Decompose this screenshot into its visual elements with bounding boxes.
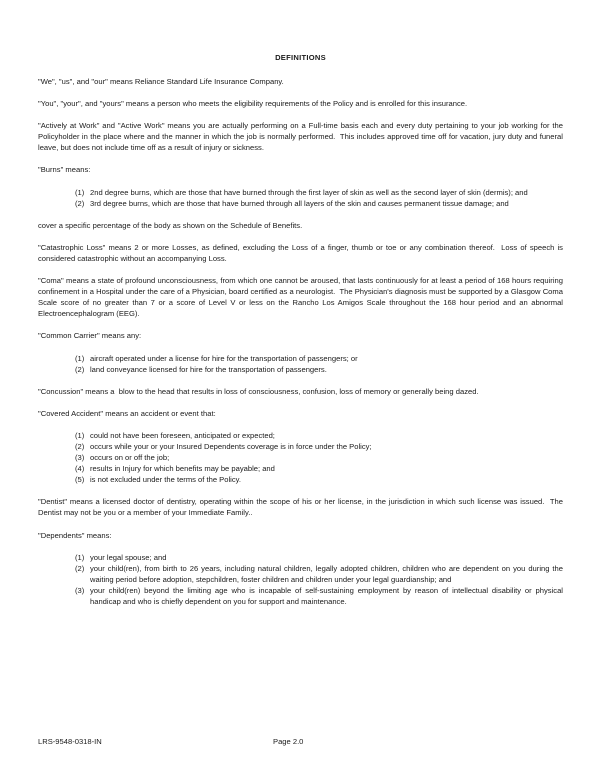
list-item-text: aircraft operated under a license for hire for the transportation of passengers; or [90,353,358,363]
page-title: DEFINITIONS [275,53,326,62]
list-item-text: 2nd degree burns, which are those that have burned through the first layer of skin as well as the second layer of skin (dermis); and [90,187,528,197]
document-body [38,52,566,618]
burns-list [38,187,563,209]
definition-covered-accident-lead: "Covered Accident" means an accident or event that: [38,408,216,418]
definition-catastrophic-loss: "Catastrophic Loss" means 2 or more Losses, as defined, excluding the Loss of a finger, thumb or toe or any combination thereof. Loss of speech is considered catastrophic without an accompanying Loss. [38,242,566,263]
list-item [38,585,563,607]
definition-dentist: "Dentist" means a licensed doctor of dentistry, operating within the scope of his or her license, in the jurisdiction in which such license was issued. The Dentist may not be you or a member of your Immediate Family.. [38,497,566,518]
list-item [38,353,563,364]
definition-actively-at-work: "Actively at Work" and "Active Work" means you are actually performing on a Full-time basis each and every duty pertaining to your job working for the Policyholder in the place where and the manner in which the job is normally performed. This includes approved time off for vacation, jury duty and funeral leave, but does not include time off as a result of injury or sickness. [38,121,566,153]
list-item-marker: (1) [75,552,85,562]
list-item-text: results in Injury for which benefits may be payable; and [90,464,275,474]
list-item-text: occurs on or off the job; [90,453,170,463]
list-item [38,364,563,375]
list-item-marker: (4) [75,464,85,474]
list-item-marker: (3) [75,453,85,463]
list-item [38,463,563,474]
list-item-text: land conveyance licensed for hire for the transportation of passengers. [90,364,327,374]
list-item-text: your child(ren) beyond the limiting age who is incapable of self-sustaining employment by reason of intellectual disability or physical handicap and who is chiefly dependent on you for support and maintenance. [90,585,563,606]
definition-burns-lead: "Burns" means: [38,165,91,175]
list-item-marker: (1) [75,353,85,363]
covered-accident-list [38,430,563,485]
list-item-marker: (1) [75,430,85,440]
list-item-marker: (3) [75,585,85,595]
list-item-marker: (2) [75,441,85,451]
list-item-text: your legal spouse; and [90,552,167,562]
list-item [38,474,563,485]
definitions-block-list [38,76,566,607]
footer-page-number: Page 2.0 [273,737,304,746]
definition-coma: "Coma" means a state of profound unconsciousness, from which one cannot be aroused, that lasts continuously for at least a period of 168 hours requiring confinement in a Hospital under the care of a Physician, board certified as a neurologist. The Physician's diagnosis must be supported by a Glasgow Coma Scale score of no greater than 7 or a score of Level V or less on the Rancho Los Amigos Scale throughout the 168 hour period and an abnormal Electroencephalogram (EEG). [38,276,566,319]
list-item [38,430,563,441]
list-item [38,563,563,585]
list-item [38,452,563,463]
definition-you-your-yours: "You", "your", and "yours" means a person who meets the eligibility requirements of the Policy and is enrolled for this insurance. [38,99,468,109]
definition-dependents-lead: "Dependents" means: [38,530,112,540]
definition-common-carrier-lead: "Common Carrier" means any: [38,331,142,341]
list-item-text: your child(ren), from birth to 26 years, including natural children, legally adopted children, children who are dependent on you during the waiting period before adoption, stepchildren, foster children and children under your legal guardianship; and [90,563,563,584]
definition-we-us-our: "We", "us", and "our" means Reliance Standard Life Insurance Company. [38,77,284,86]
list-item [38,552,563,563]
list-item-text: is not excluded under the terms of the Policy. [90,475,241,485]
list-item-marker: (1) [75,187,85,197]
list-item-text: occurs while your or your Insured Dependents coverage is in force under the Policy; [90,441,372,451]
list-item-text: 3rd degree burns, which are those that have burned through all layers of the skin and causes permanent tissue damage; and [90,198,509,208]
list-item [38,187,563,198]
dependents-list [38,552,563,607]
footer-document-id: LRS-9548-0318-IN [38,737,102,746]
list-item [38,441,563,452]
list-item [38,198,563,209]
list-item-marker: (2) [75,364,85,374]
burns-closing: cover a specific percentage of the body as shown on the Schedule of Benefits. [38,220,303,230]
list-item-marker: (5) [75,475,85,485]
common-carrier-list [38,353,563,375]
definition-concussion: "Concussion" means a blow to the head that results in loss of consciousness, confusion, loss of memory or generally being dazed. [38,386,479,396]
list-item-marker: (2) [75,563,85,573]
list-item-text: could not have been foreseen, anticipated or expected; [90,430,275,440]
list-item-marker: (2) [75,198,85,208]
